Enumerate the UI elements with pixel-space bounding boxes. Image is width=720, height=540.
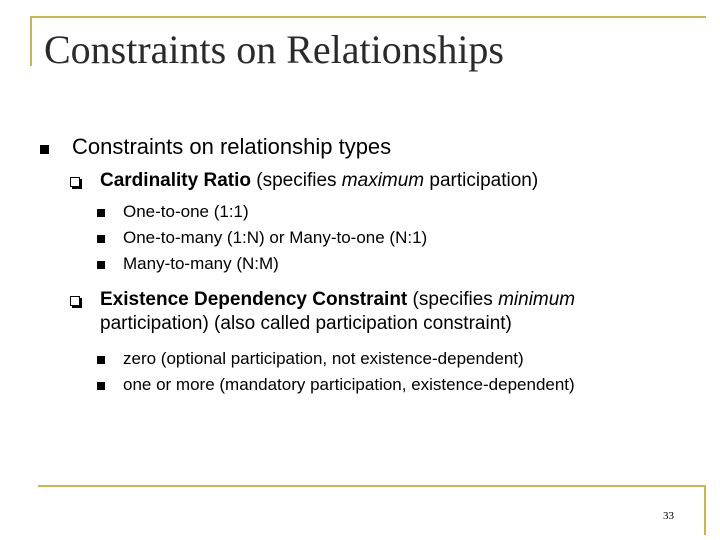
hollow-square-bullet-icon	[70, 296, 80, 306]
square-bullet-icon	[97, 235, 105, 243]
level1-bullet-text: Constraints on relationship types	[72, 134, 392, 159]
list-item: One-to-one (1:1)	[123, 202, 249, 221]
cardinality-ratio-italic: maximum	[341, 170, 425, 191]
list-item: one or more (mandatory participation, existence-dependent)	[123, 375, 575, 394]
page-number: 33	[663, 510, 674, 522]
square-bullet-icon	[97, 356, 105, 364]
right-divider-line	[704, 485, 706, 535]
list-item: One-to-many (1:N) or Many-to-one (N:1)	[123, 228, 428, 247]
slide-title: Constraints on Relationships	[44, 27, 504, 72]
cardinality-ratio-text	[100, 170, 538, 192]
existence-dependency-text	[100, 288, 680, 336]
cardinality-ratio-pre: (specifies	[250, 170, 342, 191]
square-bullet-icon	[97, 261, 105, 269]
square-bullet-icon	[97, 209, 105, 217]
existence-dependency-post: participation) (also called participation constraint)	[100, 313, 512, 334]
existence-dependency-term: Existence Dependency Constraint	[100, 289, 408, 310]
bottom-divider-line	[38, 485, 706, 487]
cardinality-ratio-term: Cardinality Ratio	[100, 170, 251, 191]
left-divider-line	[30, 16, 32, 66]
existence-dependency-italic: minimum	[498, 289, 576, 310]
existence-dependency-pre: (specifies	[407, 289, 499, 310]
square-bullet-icon	[97, 382, 105, 390]
hollow-square-bullet-icon	[70, 177, 80, 187]
list-item: Many-to-many (N:M)	[123, 254, 279, 273]
cardinality-ratio-post: participation)	[424, 170, 539, 191]
top-divider-line	[30, 16, 706, 18]
square-bullet-icon	[40, 145, 49, 154]
list-item: zero (optional participation, not existence-dependent)	[123, 349, 524, 368]
